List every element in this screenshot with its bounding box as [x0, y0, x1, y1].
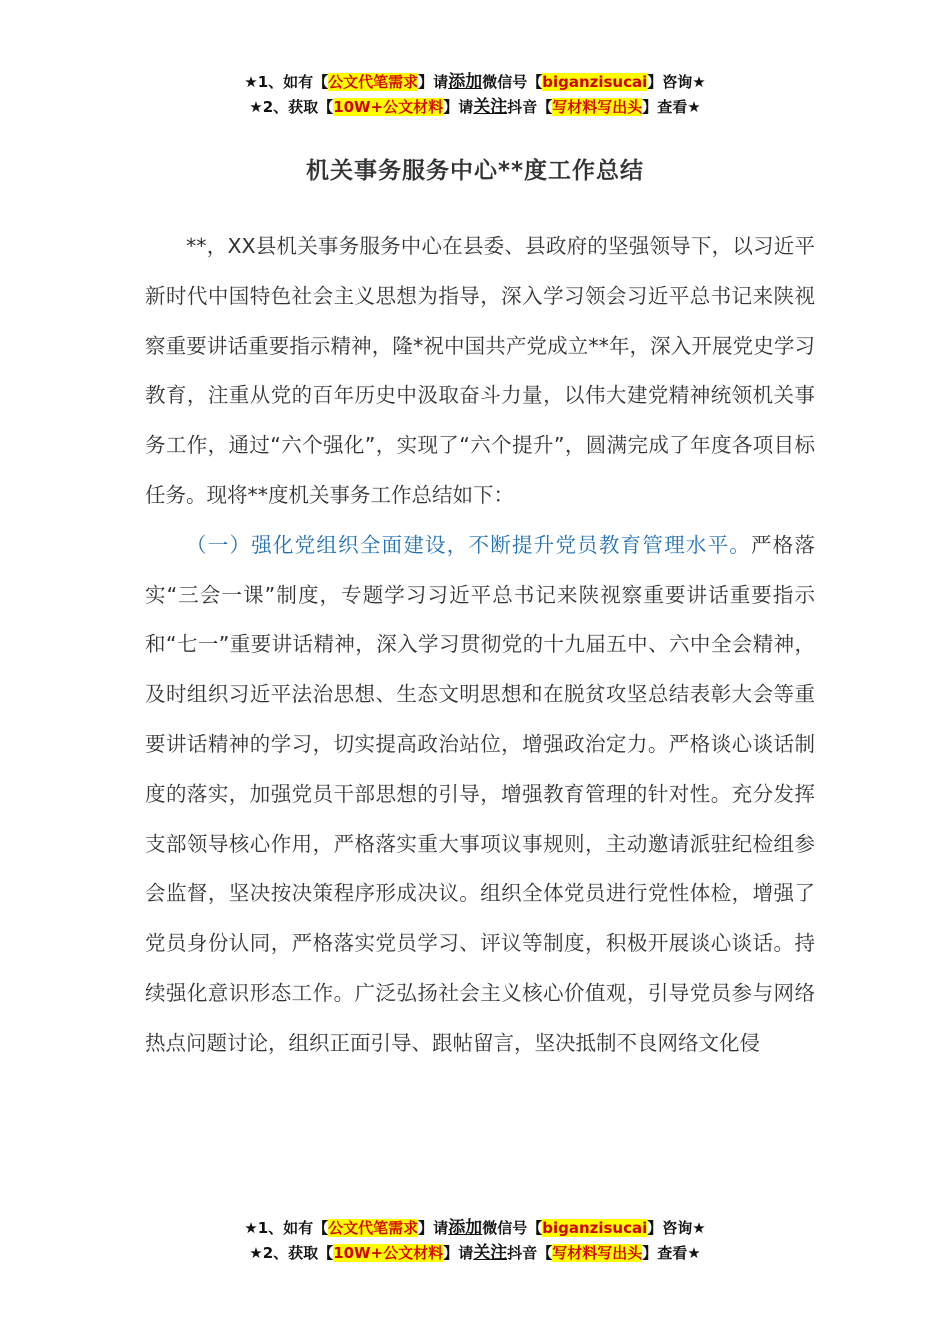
highlight-douyin-id: 写材料写出头 [552, 1244, 643, 1262]
highlight-materials: 10W+公文材料 [333, 98, 444, 116]
section-1-paragraph [145, 521, 815, 1069]
intro-paragraph: **，XX县机关事务服务中心在县委、县政府的坚强领导下，以习近平新时代中国特色社会主义思想为指导，深入学习领会习近平总书记来陕视察重要讲话重要指示精神，隆*祝中国共产党成立**年，深入开展党史学习教育，注重从党的百年历史中汲取奋斗力量，以伟大建党精神统领机关事务工作，通过“六个强化”，实现了“六个提升”，圆满完成了年度各项目标任务。现将**度机关事务工作总结如下： [145, 234, 815, 507]
footer-line-1: ★1、如有【公文代笔需求】请添加微信号【biganzisucai】咨询★ [244, 1218, 706, 1238]
document-title: 机关事务服务中心**度工作总结 [305, 158, 645, 184]
banner-line-1: ★1、如有【公文代笔需求】请添加微信号【biganzisucai】咨询★ [244, 72, 706, 92]
highlight-wechat-id: biganzisucai [542, 1219, 648, 1237]
document-body [145, 222, 815, 1069]
section-1-body: 严格落实“三会一课”制度，专题学习习近平总书记来陕视察重要讲话重要指示和“七一”重要讲话精神，深入学习贯彻党的十九届五中、六中全会精神，及时组织习近平法治思想、生态文明思想和在脱贫攻坚总结表彰大会等重要讲话精神的学习，切实提高政治站位，增强政治定力。严格谈心谈话制度的落实，加强党员干部思想的引导，增强教育管理的针对性。充分发挥支部领导核心作用，严格落实重大事项议事规则，主动邀请派驻纪检组参会监督，坚决按决策程序形成决议。组织全体党员进行党性体检，增强了党员身份认同，严格落实党员学习、评议等制度，积极开展谈心谈话。持续强化意识形态工作。广泛弘扬社会主义核心价值观，引导党员参与网络热点问题讨论，组织正面引导、跟帖留言，坚决抵制不良网络文化侵 [145, 532, 816, 1055]
footer-banner [0, 1216, 950, 1266]
banner-line-2: ★2、获取【10W+公文材料】请关注抖音【写材料写出头】查看★ [249, 97, 701, 117]
footer-line-2: ★2、获取【10W+公文材料】请关注抖音【写材料写出头】查看★ [249, 1243, 701, 1263]
highlight-materials: 10W+公文材料 [333, 1244, 444, 1262]
section-1-heading: （一）强化党组织全面建设，不断提升党员教育管理水平。 [186, 532, 752, 557]
header-banner [0, 70, 950, 120]
highlight-wechat-id: biganzisucai [542, 73, 648, 91]
highlight-douyin-id: 写材料写出头 [552, 98, 643, 116]
highlight-service: 公文代笔需求 [328, 73, 419, 91]
highlight-service: 公文代笔需求 [328, 1219, 419, 1237]
